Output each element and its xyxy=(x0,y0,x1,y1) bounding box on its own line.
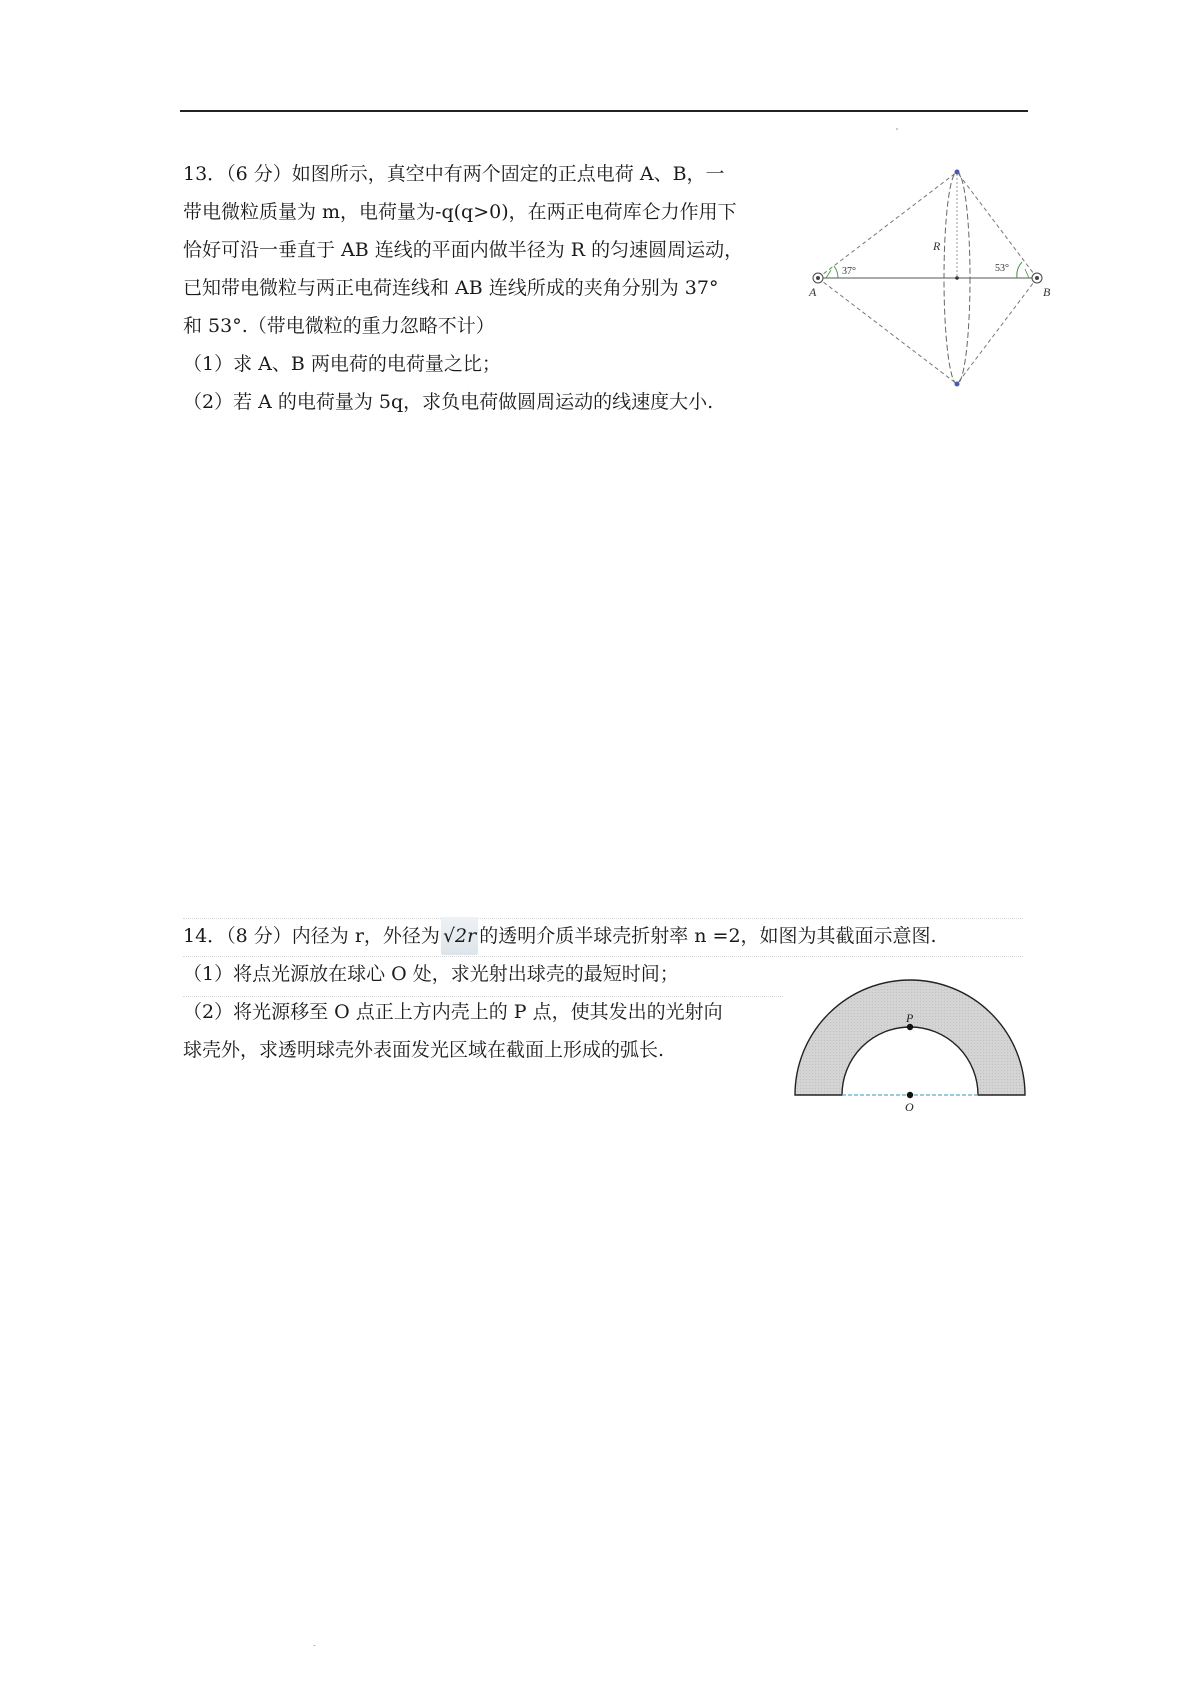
q14-intro xyxy=(183,917,1003,955)
q14-diagram-svg xyxy=(790,958,1030,1113)
q14-intro-after: 的透明介质半球壳折射率 n =2，如图为其截面示意图. xyxy=(479,925,937,947)
q13-charges-diagram xyxy=(800,160,1060,390)
sqrt-content: 2r xyxy=(455,925,477,947)
top-rule xyxy=(180,110,1028,112)
angle-label-b: 53° xyxy=(995,263,1009,274)
label-r: R xyxy=(933,239,941,253)
particle-bottom xyxy=(955,382,960,387)
scan-speck xyxy=(896,128,898,130)
q14-hemisphere-shell-diagram xyxy=(790,958,1030,1113)
label-b: B xyxy=(1043,285,1051,299)
q13-line-1: 13．（6 分）如图所示，真空中有两个固定的正点电荷 A、B，一 xyxy=(183,163,725,185)
line-b-bottom xyxy=(957,278,1037,384)
question-13 xyxy=(183,155,783,421)
label-p: P xyxy=(906,1011,914,1025)
q13-line-5: 和 53°.（带电微粒的重力忽略不计） xyxy=(183,315,495,337)
q13-subquestion-1: （1）求 A、B 两电荷的电荷量之比； xyxy=(183,353,501,375)
q14-subquestion-2-line-1: （2）将光源移至 O 点正上方内壳上的 P 点，使其发出的光射向 xyxy=(183,1001,723,1023)
q14-subquestions xyxy=(183,955,783,1069)
circle-center xyxy=(955,276,959,280)
point-o xyxy=(907,1092,913,1098)
q14-intro-before: 14．（8 分）内径为 r，外径为 xyxy=(183,925,440,947)
q14-subquestion-1: （1）将点光源放在球心 O 处，求光射出球壳的最短时间； xyxy=(183,963,679,985)
q13-subquestion-2: （2）若 A 的电荷量为 5q，求负电荷做圆周运动的线速度大小. xyxy=(183,391,714,413)
q13-line-4: 已知带电微粒与两正电荷连线和 AB 连线所成的夹角分别为 37° xyxy=(183,277,719,299)
angle-arc-b xyxy=(1017,262,1022,278)
charge-b-core xyxy=(1035,276,1039,280)
label-o: O xyxy=(905,1100,914,1113)
particle-top xyxy=(955,170,960,175)
angle-mark-b xyxy=(1025,269,1029,278)
scan-speck xyxy=(313,1645,316,1646)
q13-line-3: 恰好可沿一垂直于 AB 连线的平面内做半径为 R 的匀速圆周运动， xyxy=(183,239,744,261)
angle-arc-a xyxy=(834,266,838,278)
angle-mark-a xyxy=(826,270,831,278)
line-a-bottom xyxy=(818,278,957,384)
charge-a-core xyxy=(816,276,820,280)
q13-line-2: 带电微粒质量为 m，电荷量为-q(q>0)，在两正电荷库仑力作用下 xyxy=(183,201,737,223)
q13-diagram-svg xyxy=(800,160,1060,390)
line-a-top xyxy=(818,172,957,278)
sqrt-sign: √ xyxy=(442,925,456,947)
angle-label-a: 37° xyxy=(842,266,856,277)
label-a: A xyxy=(809,285,817,299)
q14-subquestion-2-line-2: 球壳外，求透明球壳外表面发光区域在截面上形成的弧长. xyxy=(183,1039,665,1061)
shell-section xyxy=(795,980,1025,1095)
sqrt-expression xyxy=(441,917,478,955)
